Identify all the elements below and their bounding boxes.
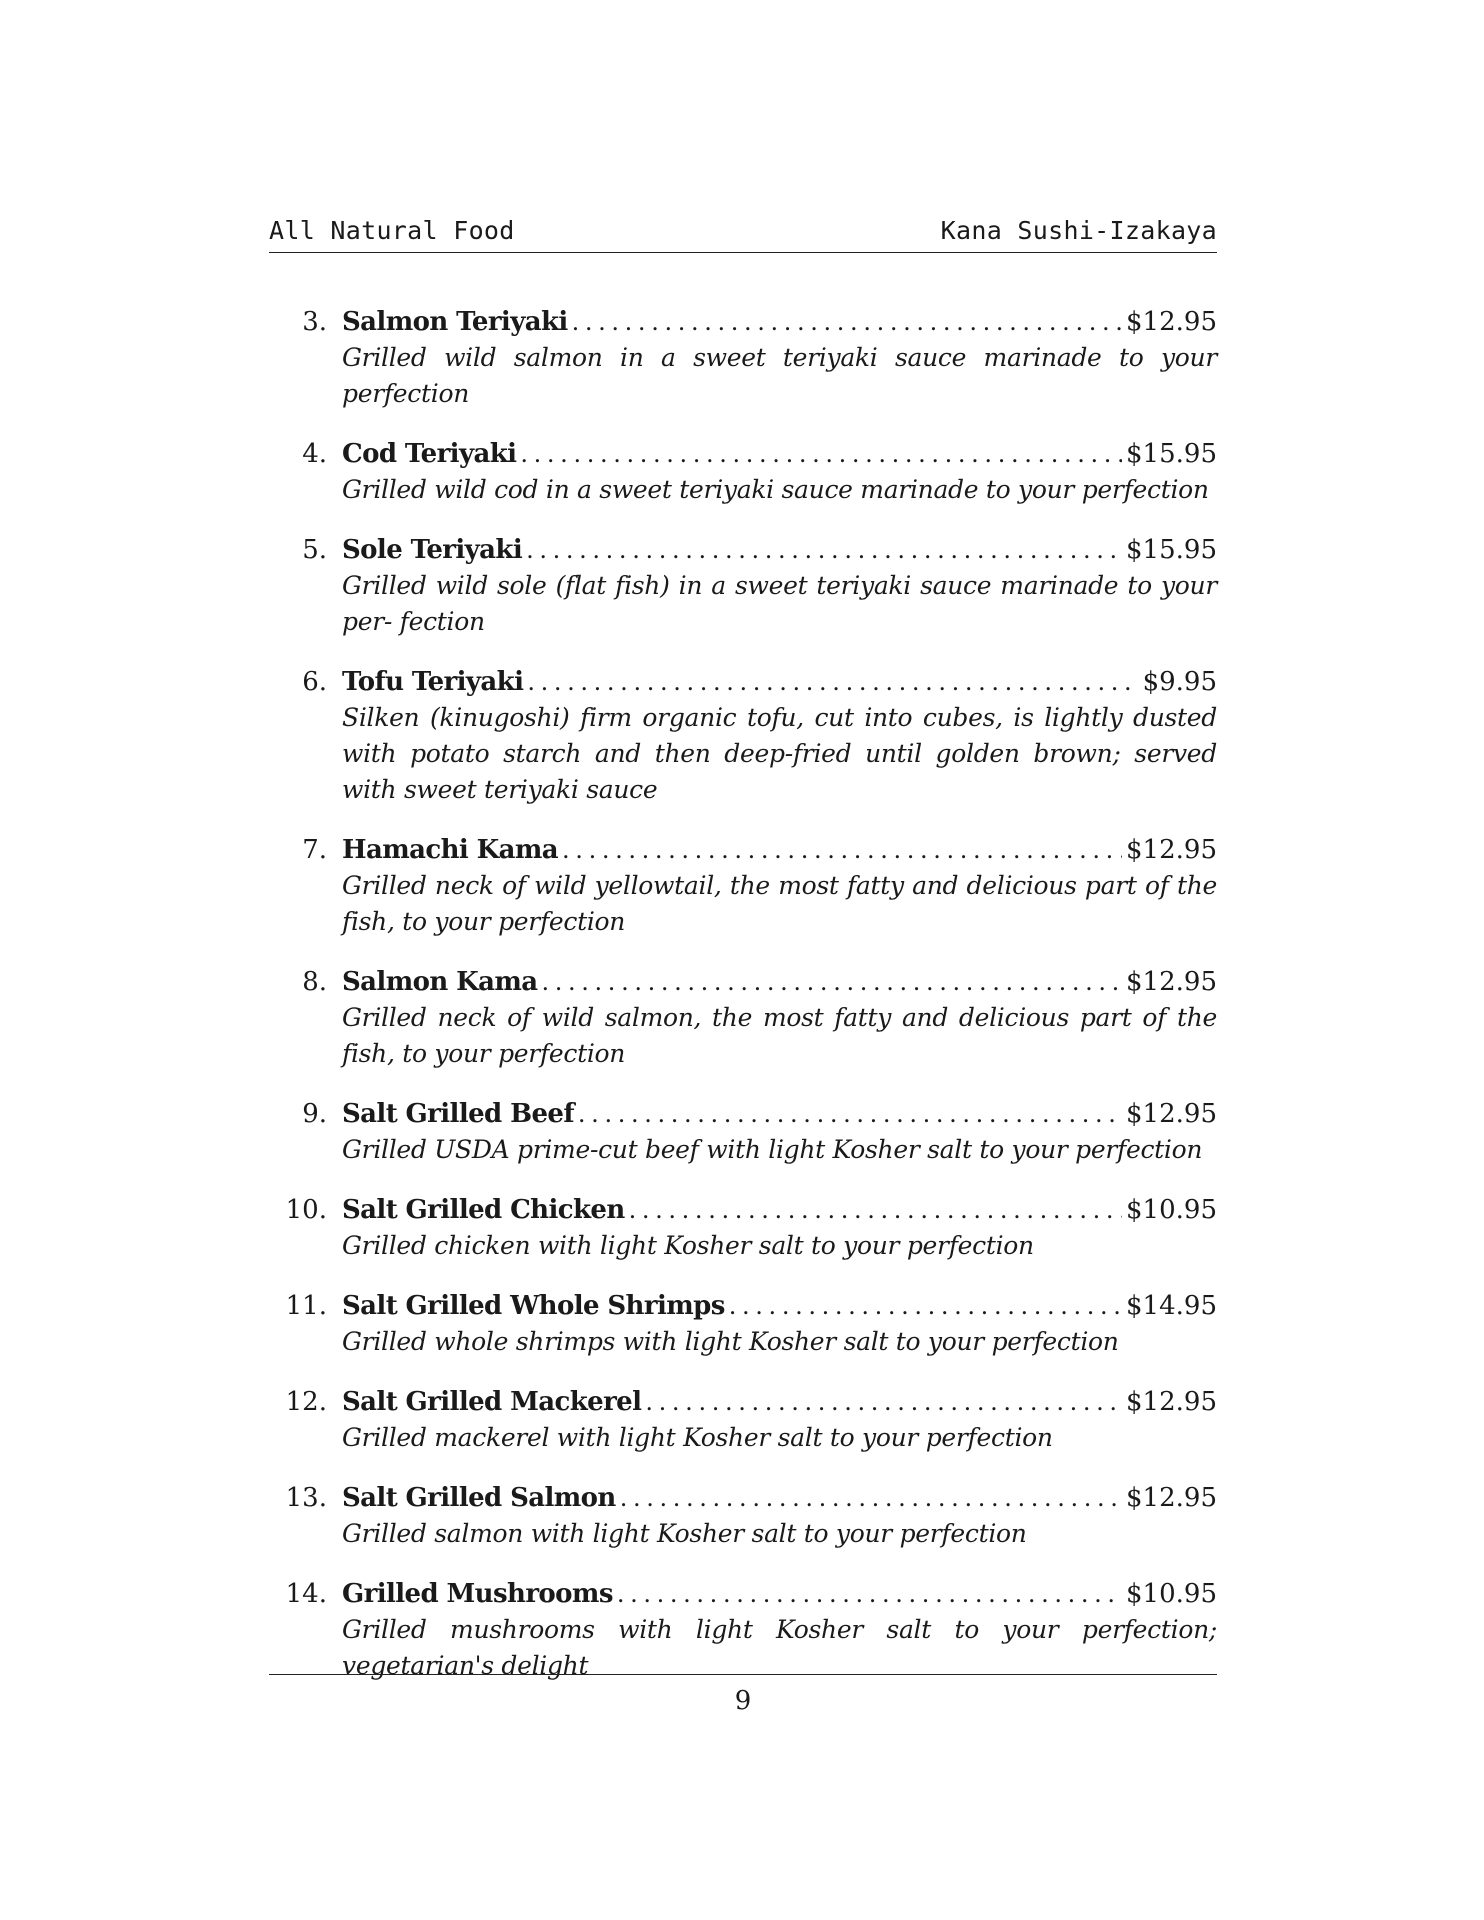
- item-number: 5.: [302, 535, 327, 565]
- dot-leader: [542, 964, 1123, 1000]
- menu-item: [269, 1576, 1217, 1684]
- menu-item: [269, 1096, 1217, 1168]
- item-description: Grilled neck of wild yellowtail, the most fatty and delicious part of the fish, to your perfection: [342, 871, 1217, 936]
- item-number: 14.: [285, 1579, 327, 1609]
- item-line: [342, 1480, 1217, 1516]
- item-name: Sole Teriyaki: [342, 535, 523, 565]
- item-price: $14.95: [1126, 1291, 1217, 1321]
- menu-item: [269, 436, 1217, 508]
- dot-leader: [520, 436, 1122, 472]
- menu-item: [269, 664, 1217, 808]
- dot-leader: [729, 1288, 1122, 1324]
- item-line: [342, 1384, 1217, 1420]
- dot-leader: [578, 1096, 1122, 1132]
- item-line: [342, 436, 1217, 472]
- item-name: Cod Teriyaki: [342, 439, 517, 469]
- item-description: Grilled salmon with light Kosher salt to your perfection: [342, 1519, 1027, 1548]
- item-name: Salt Grilled Beef: [342, 1099, 574, 1129]
- item-line: [342, 1288, 1217, 1324]
- item-line: [342, 1096, 1217, 1132]
- dot-leader: [617, 1576, 1122, 1612]
- dot-leader: [562, 832, 1122, 868]
- item-line: [342, 832, 1217, 868]
- menu-item: [269, 1192, 1217, 1264]
- item-line: [342, 532, 1217, 568]
- item-line: [342, 664, 1217, 700]
- item-name: Salt Grilled Chicken: [342, 1195, 625, 1225]
- item-number: 4.: [302, 439, 327, 469]
- dot-leader: [526, 532, 1122, 568]
- header-right-title: Kana Sushi-Izakaya: [940, 216, 1217, 245]
- item-description: Grilled wild salmon in a sweet teriyaki sauce marinade to your perfection: [342, 343, 1217, 408]
- item-description: Grilled USDA prime-cut beef with light Kosher salt to your perfection: [342, 1135, 1203, 1164]
- item-name: Salmon Teriyaki: [342, 307, 568, 337]
- item-name: Hamachi Kama: [342, 835, 559, 865]
- header-left-title: All Natural Food: [269, 216, 515, 245]
- footer-rule: [269, 1674, 1217, 1675]
- menu-item: [269, 832, 1217, 940]
- item-price: $12.95: [1126, 967, 1217, 997]
- item-price: $12.95: [1126, 1387, 1217, 1417]
- item-description: Grilled wild cod in a sweet teriyaki sauce marinade to your perfection: [342, 475, 1209, 504]
- item-name: Tofu Teriyaki: [342, 667, 524, 697]
- item-price: $15.95: [1126, 535, 1217, 565]
- page-header: [269, 214, 1217, 253]
- dot-leader: [572, 304, 1122, 340]
- item-price: $10.95: [1126, 1195, 1217, 1225]
- item-description: Grilled neck of wild salmon, the most fatty and delicious part of the fish, to your perfection: [342, 1003, 1217, 1068]
- menu-item: [269, 1288, 1217, 1360]
- item-line: [342, 964, 1217, 1000]
- item-name: Salt Grilled Whole Shrimps: [342, 1291, 725, 1321]
- item-price: $15.95: [1126, 439, 1217, 469]
- dot-leader: [629, 1192, 1122, 1228]
- item-number: 11.: [285, 1291, 327, 1321]
- item-number: 10.: [285, 1195, 327, 1225]
- item-price: $10.95: [1126, 1579, 1217, 1609]
- dot-leader: [620, 1480, 1122, 1516]
- menu-item: [269, 304, 1217, 412]
- item-line: [342, 1192, 1217, 1228]
- item-line: [342, 304, 1217, 340]
- item-name: Salt Grilled Mackerel: [342, 1387, 642, 1417]
- item-price: $12.95: [1126, 835, 1217, 865]
- item-description: Grilled whole shrimps with light Kosher salt to your perfection: [342, 1327, 1119, 1356]
- item-number: 7.: [302, 835, 327, 865]
- item-line: [342, 1576, 1217, 1612]
- item-number: 13.: [285, 1483, 327, 1513]
- item-description: Grilled chicken with light Kosher salt to your perfection: [342, 1231, 1034, 1260]
- item-description: Silken (kinugoshi) firm organic tofu, cut into cubes, is lightly dusted with potato starch and then deep-fried until golden brown; served with sweet teriyaki sauce: [342, 703, 1217, 804]
- menu-item: [269, 964, 1217, 1072]
- menu-item: [269, 532, 1217, 640]
- item-number: 12.: [285, 1387, 327, 1417]
- item-name: Grilled Mushrooms: [342, 1579, 613, 1609]
- item-description: Grilled mackerel with light Kosher salt to your perfection: [342, 1423, 1053, 1452]
- menu-item: [269, 1384, 1217, 1456]
- page-number: 9: [734, 1686, 752, 1716]
- item-price: $9.95: [1142, 667, 1217, 697]
- item-price: $12.95: [1126, 1099, 1217, 1129]
- item-description: Grilled mushrooms with light Kosher salt to your perfection; vegetarian's delight: [342, 1615, 1217, 1680]
- item-name: Salmon Kama: [342, 967, 538, 997]
- item-number: 6.: [302, 667, 327, 697]
- item-price: $12.95: [1126, 1483, 1217, 1513]
- item-price: $12.95: [1126, 307, 1217, 337]
- item-number: 8.: [302, 967, 327, 997]
- menu-item: [269, 1480, 1217, 1552]
- item-name: Salt Grilled Salmon: [342, 1483, 616, 1513]
- dot-leader: [645, 1384, 1122, 1420]
- menu-list: [269, 304, 1217, 1708]
- dot-leader: [527, 664, 1138, 700]
- item-description: Grilled wild sole (flat fish) in a sweet teriyaki sauce marinade to your per- fection: [342, 571, 1217, 636]
- item-number: 9.: [302, 1099, 327, 1129]
- item-number: 3.: [302, 307, 327, 337]
